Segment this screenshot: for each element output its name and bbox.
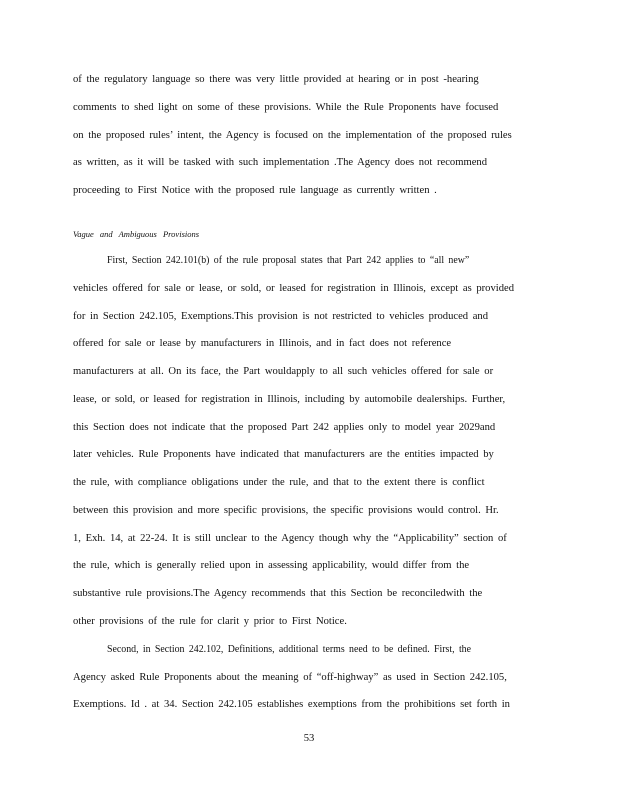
paragraph-line: other provisions of the rule for clarit y prior to First Notice. [73, 616, 347, 627]
paragraph-line: lease, or sold, or leased for registration in Illinois, including by automobile dealerships. Further, [73, 394, 506, 405]
paragraph-line: on the proposed rules’ intent, the Agency is focused on the implementation of the proposed rules [73, 130, 512, 141]
paragraph-line: this Section does not indicate that the proposed Part 242 applies only to model year 2029and [73, 422, 496, 433]
section-heading: Vague and Ambiguous Provisions [73, 229, 200, 239]
paragraph-line: offered for sale or lease by manufacturers in Illinois, and in fact does not reference [73, 338, 452, 349]
paragraph-line: comments to shed light on some of these provisions. While the Rule Proponents have focused [73, 102, 499, 113]
paragraph-line: First, Section 242.101(b) of the rule proposal states that Part 242 applies to “all new” [107, 255, 470, 266]
paragraph-line: Second, in Section 242.102, Definitions, additional terms need to be defined. First, the [107, 644, 472, 655]
paragraph-line: 1, Exh. 14, at 22-24. It is still unclear to the Agency though why the “Applicability” section of [73, 533, 507, 544]
paragraph-line: as written, as it will be tasked with such implementation .The Agency does not recommend [73, 157, 487, 168]
paragraph-line: of the regulatory language so there was very little provided at hearing or in post -hearing [73, 74, 479, 85]
paragraph-line: Agency asked Rule Proponents about the meaning of “off-highway” as used in Section 242.105, [73, 672, 507, 683]
paragraph-line: for in Section 242.105, Exemptions.This provision is not restricted to vehicles produced and [73, 311, 489, 322]
paragraph-line: later vehicles. Rule Proponents have indicated that manufacturers are the entities impacted by [73, 449, 494, 460]
paragraph-line: proceeding to First Notice with the proposed rule language as currently written . [73, 185, 437, 196]
paragraph-line: substantive rule provisions.The Agency recommends that this Section be reconciledwith the [73, 588, 483, 599]
paragraph-line: the rule, which is generally relied upon in assessing applicability, would differ from the [73, 560, 470, 571]
page-number: 53 [303, 733, 315, 744]
paragraph-line: between this provision and more specific provisions, the specific provisions would control. Hr. [73, 505, 499, 516]
paragraph-line: vehicles offered for sale or lease, or sold, or leased for registration in Illinois, except as provided [73, 283, 514, 294]
paragraph-line: manufacturers at all. On its face, the Part wouldapply to all such vehicles offered for sale or [73, 366, 494, 377]
paragraph-line: Exemptions. Id . at 34. Section 242.105 establishes exemptions from the prohibitions set forth in [73, 699, 510, 710]
paragraph-line: the rule, with compliance obligations under the rule, and that to the extent there is conflict [73, 477, 485, 488]
